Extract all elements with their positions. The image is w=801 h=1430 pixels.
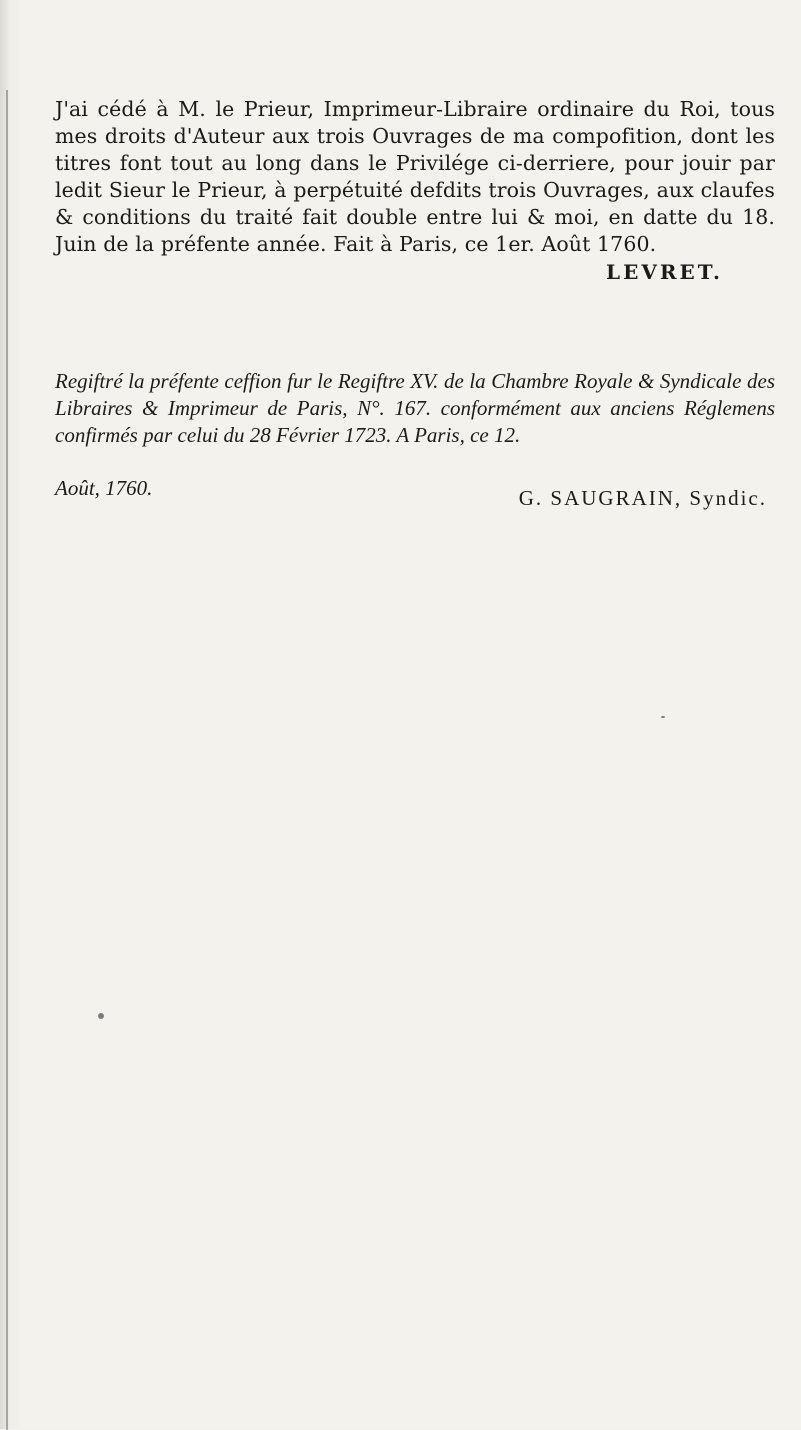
registration-section [55,368,775,510]
cession-paragraph: J'ai cédé à M. le Prieur, Imprimeur-Libraire ordinaire du Roi, tous mes droits d'Auteur aux trois Ouvrages de ma compofition, dont les titres font tout au long dans le Privilége ci-derriere, pour jouir par ledit Sieur le Prieur, à perpétuité defdits trois Ouvrages, aux claufes & conditions du traité fait double entre lui & moi, en datte du 18. Juin de la préfente année. Fait à Paris, ce 1er. Août 1760. [55,97,775,256]
cession-section [55,96,775,284]
registration-date: Août, 1760. [55,476,153,500]
binding-edge [6,90,8,1430]
ink-speck [98,1013,104,1019]
registration-footer [55,476,775,510]
registration-paragraph: Regiftré la préfente ceffion fur le Regiftre XV. de la Chambre Royale & Syndicale des Libraires & Imprimeur de Paris, N°. 167. conformément aux anciens Réglemens confirmés par celui du 28 Février 1723. A Paris, ce 12. [55,369,775,447]
ink-speck [661,716,665,718]
cession-signature: LEVRET. [606,260,723,284]
registration-signature: G. SAUGRAIN, Syndic. [518,486,767,510]
